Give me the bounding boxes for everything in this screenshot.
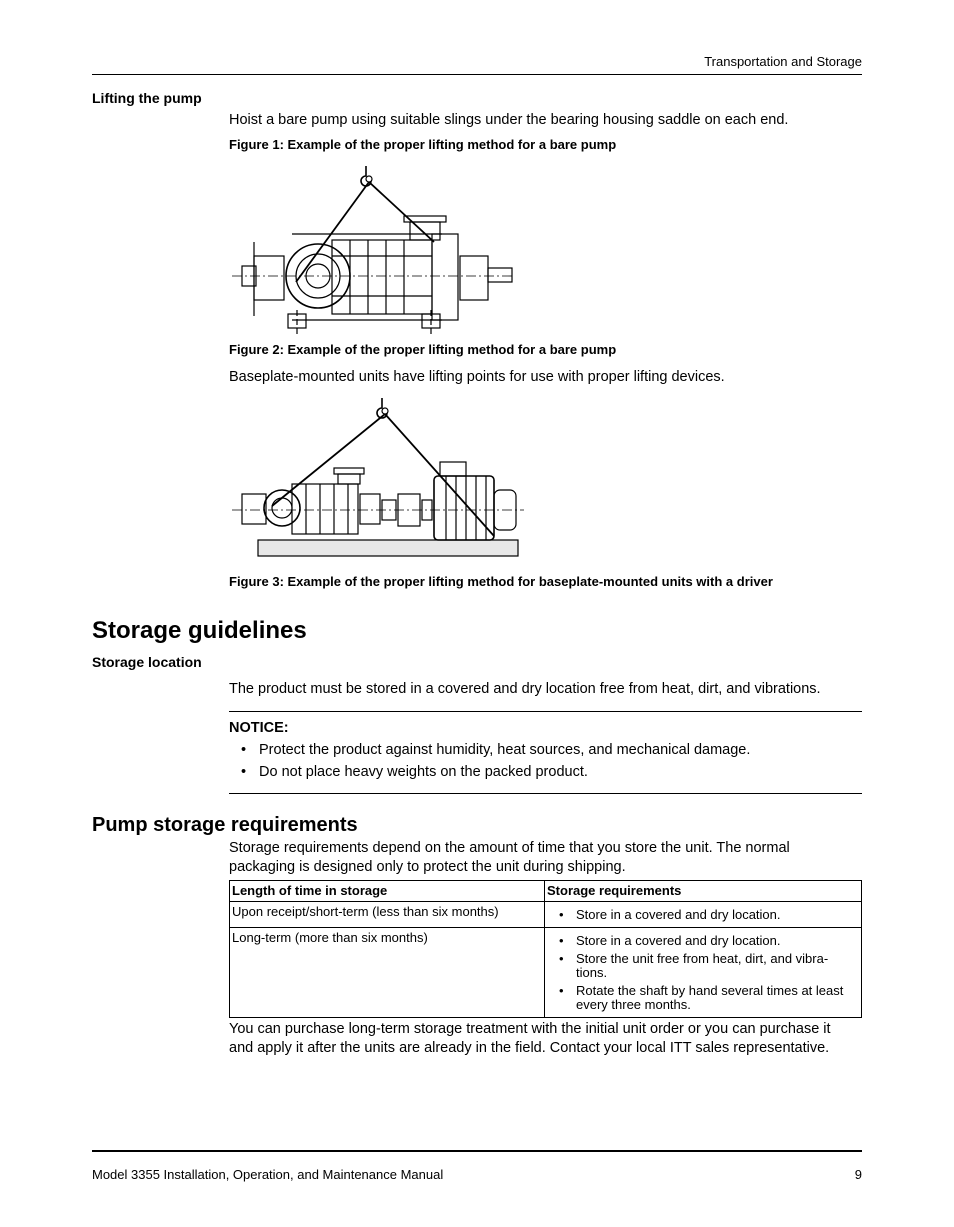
closing-line2: and apply it after the units are already in the field. Contact your local ITT sales representative. (229, 1040, 830, 1056)
table-row (230, 902, 862, 928)
requirements-intro-line2: packaging is designed only to protect the unit during shipping. (229, 859, 626, 875)
lifting-heading: Lifting the pump (92, 90, 202, 106)
baseplate-text: Baseplate-mounted units have lifting points for use with proper lifting devices. (229, 369, 725, 385)
storage-guidelines-title: Storage guidelines (92, 617, 307, 644)
footer-manual-title: Model 3355 Installation, Operation, and Maintenance Manual (92, 1167, 444, 1182)
notice-label: NOTICE: (229, 720, 289, 736)
requirement-item: • Store in a covered and dry location. (547, 934, 859, 948)
storage-location-heading: Storage location (92, 654, 202, 670)
figure1-bare-pump-drawing (232, 160, 514, 336)
notice-top-rule (229, 711, 862, 712)
table-header-cell: Storage requirements (545, 881, 862, 902)
requirement-item: • Rotate the shaft by hand several times at least every three months. (547, 984, 859, 1012)
page-number: 9 (854, 1167, 862, 1182)
pump-storage-requirements-title: Pump storage requirements (92, 814, 358, 836)
footer-rule (92, 1150, 862, 1152)
closing-line1: You can purchase long-term storage treatment with the initial unit order or you can purchase it (229, 1021, 831, 1037)
period-cell: Long-term (more than six months) (230, 928, 545, 1018)
period-cell: Upon receipt/short-term (less than six months) (230, 902, 545, 928)
notice-item: • Do not place heavy weights on the packed product. (229, 761, 862, 783)
notice-item: • Protect the product against humidity, heat sources, and mechanical damage. (229, 739, 862, 761)
requirements-cell (545, 902, 862, 928)
requirements-cell (545, 928, 862, 1018)
table-header-cell: Length of time in storage (230, 881, 545, 902)
lifting-intro: Hoist a bare pump using suitable slings under the bearing housing saddle on each end. (229, 112, 789, 128)
figure2-baseplate-unit-drawing (232, 394, 524, 562)
storage-location-text: The product must be stored in a covered and dry location free from heat, dirt, and vibrations. (229, 681, 821, 697)
figure2-caption: Figure 2: Example of the proper lifting method for a bare pump (229, 342, 617, 357)
storage-requirements-table (229, 880, 862, 1018)
notice-bottom-rule (229, 793, 862, 794)
requirement-item: • Store in a covered and dry location. (547, 908, 859, 922)
table-row (230, 928, 862, 1018)
figure3-caption: Figure 3: Example of the proper lifting method for baseplate-mounted units with a driver (229, 574, 773, 589)
figure1-caption: Figure 1: Example of the proper lifting method for a bare pump (229, 137, 617, 152)
running-header: Transportation and Storage (704, 54, 862, 69)
table-header-row (230, 881, 862, 902)
requirement-item: • Store the unit free from heat, dirt, and vibra-tions. (547, 952, 859, 980)
notice-list (229, 739, 862, 783)
requirements-intro-line1: Storage requirements depend on the amount of time that you store the unit. The normal (229, 840, 790, 856)
header-rule (92, 74, 862, 75)
